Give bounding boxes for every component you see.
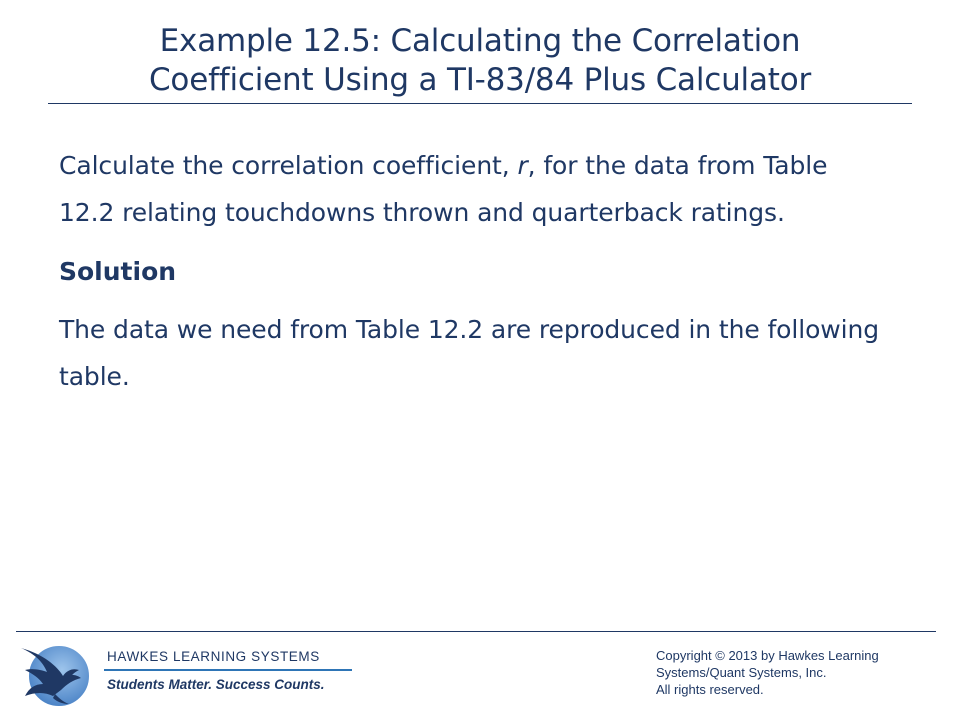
- brand-underline: [104, 669, 352, 671]
- copyright-notice: [656, 647, 946, 698]
- copyright-line-3: All rights reserved.: [656, 682, 764, 697]
- hawk-icon: [17, 640, 93, 710]
- copyright-line-1: Copyright © 2013 by Hawkes Learning: [656, 648, 879, 663]
- solution-heading: Solution: [59, 257, 177, 286]
- slide-title: [48, 22, 912, 100]
- intro-text-part-1: Calculate the correlation coefficient,: [59, 151, 518, 180]
- slide-title-line-2: Coefficient Using a TI-83/84 Plus Calculator: [148, 62, 812, 98]
- solution-paragraph: The data we need from Table 12.2 are reproduced in the following table.: [59, 315, 879, 391]
- intro-variable: r: [517, 151, 528, 180]
- intro-text-part-2: , for the data from Table 12.2 relating touchdowns thrown and quarterback ratings.: [59, 151, 828, 227]
- copyright-line-2: Systems/Quant Systems, Inc.: [656, 665, 827, 680]
- slide-title-line-1: Example 12.5: Calculating the Correlation: [159, 23, 801, 59]
- title-divider: [48, 103, 912, 104]
- brand-tagline: Students Matter. Success Counts.: [107, 677, 325, 692]
- intro-paragraph: [59, 142, 879, 236]
- slide-body: [59, 142, 879, 400]
- brand-name: HAWKES LEARNING SYSTEMS: [107, 649, 320, 664]
- footer-divider: [16, 631, 936, 632]
